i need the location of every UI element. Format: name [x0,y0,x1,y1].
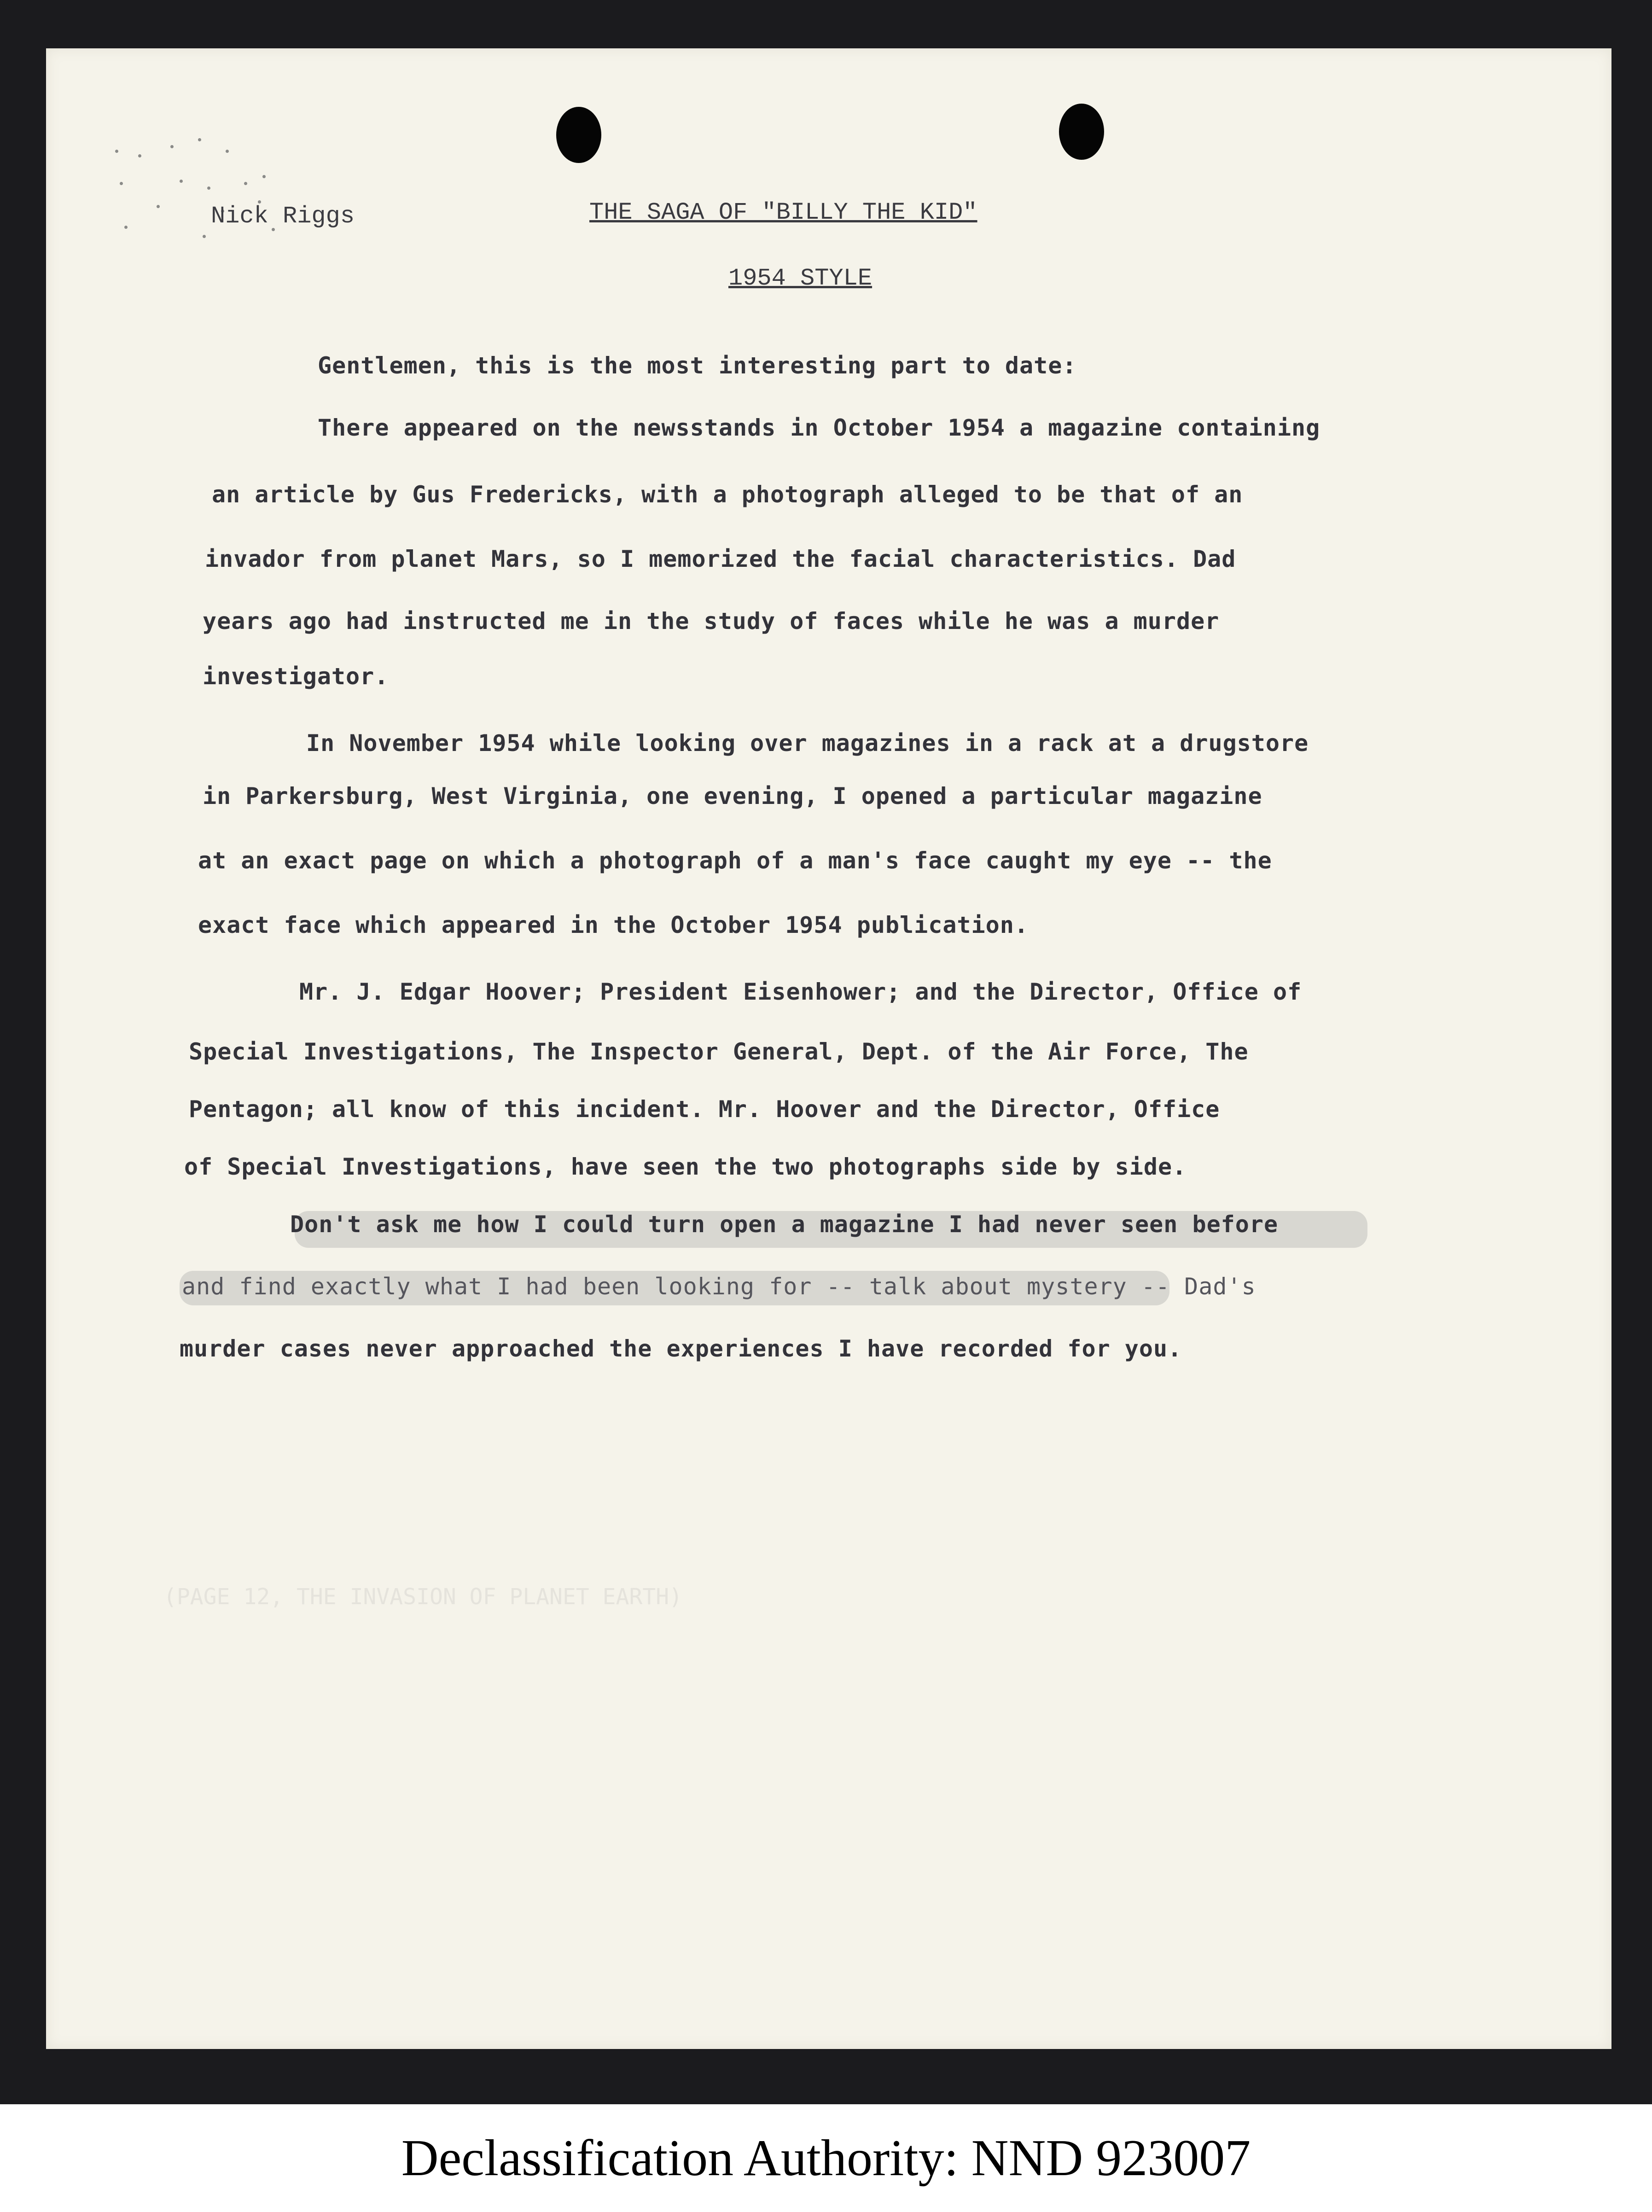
declassification-footer: Declassification Authority: NND 923007 [0,2104,1652,2212]
document-title: THE SAGA OF "BILLY THE KID" [589,199,977,226]
faint-stamp-text: (PAGE 12, THE INVASION OF PLANET EARTH) [163,1584,683,1610]
body-line: murder cases never approached the experiences I have recorded for you. [180,1335,1182,1362]
body-line: There appeared on the newsstands in October 1954 a magazine containing [318,414,1320,441]
punch-hole-right [1059,104,1104,160]
body-line: Gentlemen, this is the most interesting part to date: [318,352,1077,379]
body-line: exact face which appeared in the October 1954 publication. [198,912,1029,938]
body-line: invador from planet Mars, so I memorized the facial characteristics. Dad [205,546,1236,572]
body-line: Pentagon; all know of this incident. Mr. Hoover and the Director, Office [189,1096,1220,1123]
body-line: Mr. J. Edgar Hoover; President Eisenhower; and the Director, Office of [299,978,1302,1005]
document-subtitle: 1954 STYLE [728,265,873,292]
paper-specks [111,136,332,251]
body-line: of Special Investigations, have seen the two photographs side by side. [184,1153,1187,1180]
body-line: at an exact page on which a photograph of a man's face caught my eye -- the [198,847,1272,874]
body-line: and find exactly what I had been looking for -- talk about mystery -- Dad's [182,1273,1256,1300]
body-line: In November 1954 while looking over magazines in a rack at a drugstore [306,730,1309,757]
body-line: in Parkersburg, West Virginia, one evening, I opened a particular magazine [203,783,1262,809]
body-line: years ago had instructed me in the study of faces while he was a murder [203,608,1220,634]
punch-hole-left [556,107,601,163]
body-line: Special Investigations, The Inspector General, Dept. of the Air Force, The [189,1038,1249,1065]
body-line: Don't ask me how I could turn open a magazine I had never seen before [290,1211,1279,1238]
body-line: an article by Gus Fredericks, with a photograph alleged to be that of an [212,481,1243,508]
author-name: Nick Riggs [211,203,355,230]
body-line: investigator. [203,663,389,690]
